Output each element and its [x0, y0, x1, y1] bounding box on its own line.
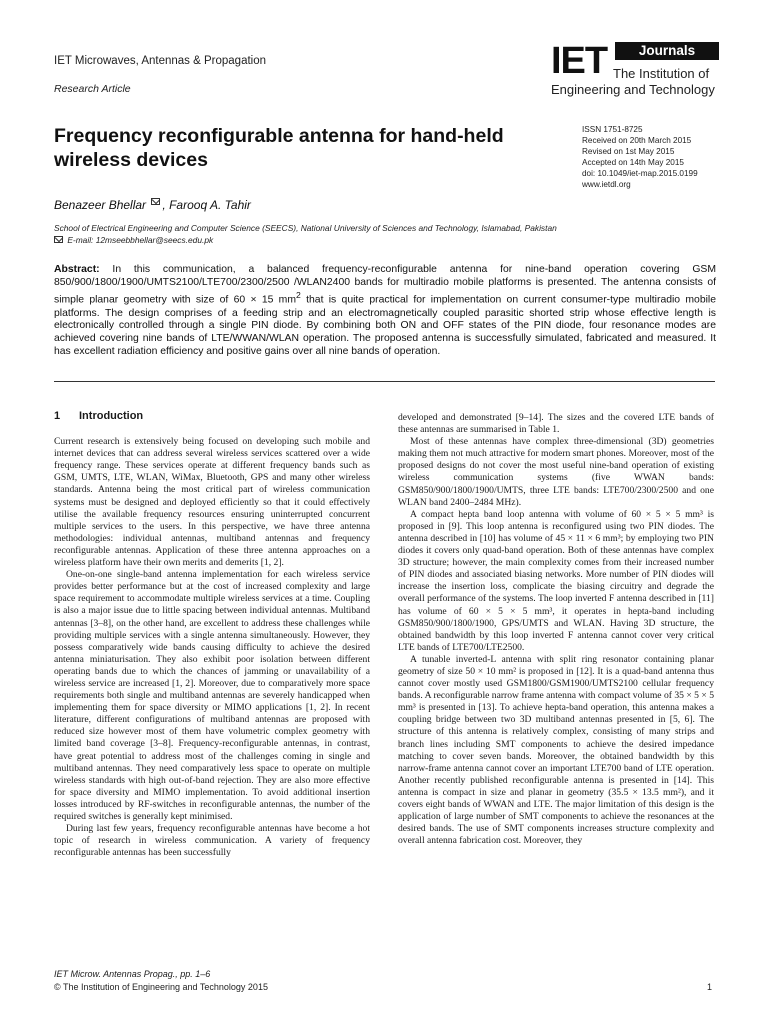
author-name: Farooq A. Tahir [169, 198, 251, 212]
right-column [398, 412, 714, 847]
issn: ISSN 1751-8725 [582, 125, 643, 134]
website-link[interactable]: www.ietdl.org [582, 180, 631, 189]
section-number: 1 [54, 410, 61, 422]
abstract-label: Abstract: [54, 264, 100, 275]
paragraph: A compact hepta band loop antenna with volume of 60 × 5 × 5 mm³ is proposed in [9]. This loop antenna is reconfigured using two PIN diodes. The antenna described in [10] has volume of 45 × 11 × 6 mm³; by employing two PIN diodes it covers only quad-band operation. Both of these antennas have complex 3D structure; however, the main complexity comes from their increased number of PIN diodes and associated biasing networks. More number of PIN diodes will increase the insertion loss, complicate the biasing circuitry and degrade the overall performance of the systems. The loop inverted F antenna described in [11] has volume of 60 × 5 × 5 mm³, it operates in hepta-band including GSM850/900/1800/1900, GPS/UMTS and WLAN. Having 3D structure, the obtained bandwidth by this loop inverted F antenna cannot cover very critical LTE bands of LTE700/LTE2500. [398, 508, 714, 653]
paragraph: During last few years, frequency reconfigurable antennas have become a hot topic of research in wireless communication. A variety of frequency reconfigurable antennas has been successfully [54, 823, 370, 859]
paragraph: Current research is extensively being focused on developing such mobile and internet devices that can address several wireless services scattered over a wide frequency range. These services operate at different frequency bands such as GSM, UMTS, LTE, WLAN, WiMax, Bluetooth, GPS and many other wireless standards. Antenna being the most critical part of wireless communication systems must be designed and deployed efficiently so that it could effectively utilise the available frequency resources ensuring uninterrupted concurrent multiple services to the users. In this perspective, we have three antenna methodologies: individual antennas, multiband antennas and frequency reconfigurable antennas. Application of these three antenna approaches on a wireless platform have their own merits and demerits [1, 2]. [54, 436, 370, 569]
affiliation-school: School of Electrical Engineering and Computer Science (SEECS), National University of Sciences and Technology, Islamabad, Pakistan [54, 223, 557, 233]
paragraph: One-on-one single-band antenna implementation for each wireless service provides better performance but at the cost of increased complexity and large space requirement to accommodate multiple wireless services at a time. Coupling is also a major issue due to little spacing between individual antennas. Multiband antennas [3–8], on the other hand, are excellent to address these challenges while providing multiple services with a single antenna simultaneously. However, they possess comparatively wide bands causing difficulty to achieve the desired antenna miniaturisation. They also exhibit poor isolation between different operating bands due to which the chances of jamming or unavailability of a wireless service are increased [1, 2]. Moreover, due to comparatively more space requirements both single and multiband antennas are severely handicapped when implementing them for space diversity or MIMO applications [1, 2]. In recent literature, different configurations of multiband antennas are proposed with reduced size however most of them have volumetric complex geometry with limited band coverage [3–8]. Frequency-reconfigurable antennas, in contrast, have great potential to address most of the challenges coming in single and multiband antennas. They need comparatively less space to operate on multiple wireless standards with high out-of-band rejection. They are also more effective for space diversity and MIMO implementation. To avoid additional insertion losses introduced by RF-switches in reconfigurable antennas, the number of the required switches is generally kept minimised. [54, 569, 370, 822]
section-title: Introduction [79, 410, 144, 422]
doi[interactable]: doi: 10.1049/iet-map.2015.0199 [582, 169, 698, 178]
paragraph: developed and demonstrated [9–14]. The sizes and the covered LTE bands of these antennas are summarised in Table 1. [398, 412, 714, 436]
paragraph: Most of these antennas have complex three-dimensional (3D) geometries making them not much attractive for modern smart phones. Moreover, most of the proposed designs do not cover the most useful nine-band operation of existing wireless communication systems (five WWAN bands: GSM850/900/1800/1900/UMTS, three LTE bands: LTE700/2300/2500 and one WLAN band 2400–2484 MHz). [398, 436, 714, 508]
affiliation-email-row [54, 234, 714, 246]
logo-badge: Journals [615, 42, 719, 60]
envelope-icon [54, 236, 63, 243]
author-list [54, 198, 251, 212]
article-metadata [582, 124, 698, 190]
left-column [54, 410, 370, 859]
abstract-text-2: that is quite practical for implementation on current consumer-type multiradio mobile platforms. The design comprises of a feeding strip and an electromagnetically coupled parasitic shorted strip whose effective length is electronically controlled through a single PIN diode. By combining both ON and OFF states of the PIN diode, four resonance modes are achieved covering nine bands of LTE/WWAN/WLAN operation. The proposed antenna is successfully simulated, fabricated and measured. It has excellent radiation efficiency and positive gains over all nine bands of operation. [54, 294, 716, 357]
journal-name: IET Microwaves, Antennas & Propagation [54, 55, 267, 67]
article-type: Research Article [54, 83, 131, 95]
logo-line-1: The Institution of [613, 66, 710, 81]
envelope-icon [151, 198, 160, 205]
logo-line-2: Engineering and Technology [551, 82, 715, 97]
page-number: 1 [707, 982, 713, 992]
author-separator: , [162, 198, 166, 212]
footer-copyright: © The Institution of Engineering and Technology 2015 [54, 982, 268, 992]
iet-journals-logo [551, 42, 719, 98]
abstract-divider [54, 381, 715, 382]
footer-citation: IET Microw. Antennas Propag., pp. 1–6 [54, 969, 211, 979]
abstract [54, 264, 716, 358]
revised-date: Revised on 1st May 2015 [582, 147, 675, 156]
accepted-date: Accepted on 14th May 2015 [582, 158, 684, 167]
received-date: Received on 20th March 2015 [582, 136, 692, 145]
author-name: Benazeer Bhellar [54, 198, 147, 212]
section-heading [54, 410, 370, 422]
abstract-superscript: 2 [296, 290, 301, 301]
author-email[interactable]: E-mail: 12mseebbhellar@seecs.edu.pk [67, 235, 214, 245]
paragraph: A tunable inverted-L antenna with split ring resonator containing planar geometry of size 50 × 10 mm² is proposed in [12]. It is a quad-band antenna thus cannot cover mostly used GSM1800/GSM1900/UMTS2100 cellular frequency bands. A reconfigurable narrow frame antenna with compact volume of 35 × 5 × 5 mm³ is presented in [13]. To achieve hepta-band operation, this antenna makes a coupling bridge between two 3D multiband antennas presented in [5, 6]. The structure of this antenna is relatively complex, consisting of many strips and branch lines including SMT components to achieve the desired impedance matching to cover seven bands. Moreover, the obtained bandwidth by this narrow-frame antenna cannot cover an important LTE700 band of LTE operation. Another recently published reconfigurable antenna is presented in [14]. This antenna is compact in size and planar in geometry (35.5 × 13.5 mm²), and it covers eight bands of WWAN and LTE. The major limitation of this design is the application of large number of SMT components to achieve the resonances at the desired bands. The use of SMT components increases structure complexity and overall antenna fabrication cost. Moreover, they [398, 653, 714, 847]
affiliation [54, 222, 714, 246]
logo-mark: IET [551, 40, 608, 82]
abstract-text-1: In this communication, a balanced frequency-reconfigurable antenna for nine-band operation covering GSM 850/900/1800/1900/UMTS2100/LTE700/2300/2500 /WLAN2400 bands for multiradio mobile platforms is presented. The antenna consists of simple planar geometry with size of 60 × 15 mm [54, 264, 716, 306]
article-title: Frequency reconfigurable antenna for hand-held wireless devices [54, 125, 504, 171]
